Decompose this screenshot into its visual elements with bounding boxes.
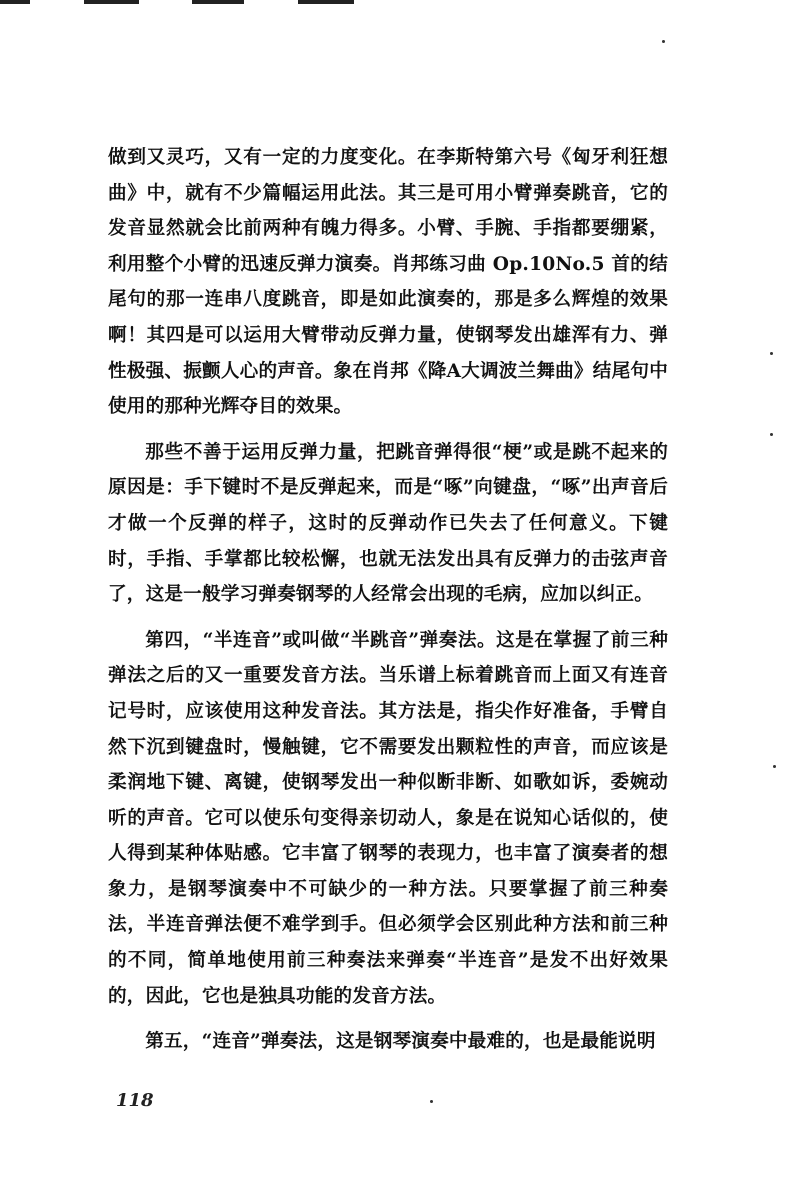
scan-speck [770, 433, 773, 436]
paragraph: 做到又灵巧，又有一定的力度变化。在李斯特第六号《匈牙利狂想曲》中，就有不少篇幅运用此法。其三是可用小臂弹奏跳音，它的发音显然就会比前两种有魄力得多。小臂、手腕、手指都要绷紧，利用整个小臂的迅速反弹力演奏。肖邦练习曲 Op.10No.5 首的结尾句的那一连串八度跳音，即是如此演奏的，那是多么辉煌的效果啊！其四是可以运用大臂带动反弹力量，使钢琴发出雄浑有力、弹性极强、振颤人心的声音。象在肖邦《降A大调波兰舞曲》结尾句中使用的那种光辉夺目的效果。 [108, 147, 668, 418]
scan-edge-mark [84, 0, 139, 4]
scan-speck [773, 765, 776, 768]
scan-speck [430, 1100, 433, 1103]
scan-edge-mark [0, 0, 30, 4]
page-body [108, 140, 668, 1070]
page-number: 118 [116, 1090, 154, 1111]
scan-speck [662, 40, 665, 43]
paragraph: 第五，“连音”弹奏法，这是钢琴演奏中最难的，也是最能说明 [145, 1031, 656, 1053]
scan-edge-mark [192, 0, 244, 4]
paragraph: 第四，“半连音”或叫做“半跳音”弹奏法。这是在掌握了前三种弹法之后的又一重要发音方法。当乐谱上标着跳音而上面又有连音记号时，应该使用这种发音法。其方法是，指尖作好准备，手臂自然下沉到键盘时，慢触键，它不需要发出颗粒性的声音，而应该是柔润地下键、离键，使钢琴发出一种似断非断、如歌如诉，委婉动听的声音。它可以使乐句变得亲切动人，象是在说知心话似的，使人得到某种体贴感。它丰富了钢琴的表现力，也丰富了演奏者的想象力，是钢琴演奏中不可缺少的一种方法。只要掌握了前三种奏法，半连音弹法便不难学到手。但必须学会区别此种方法和前三种的不同，简单地使用前三种奏法来弹奏“半连音”是发不出好效果的，因此，它也是独具功能的发音方法。 [108, 629, 668, 1007]
scan-edge-mark [298, 0, 354, 4]
scan-speck [770, 352, 773, 355]
paragraph: 那些不善于运用反弹力量，把跳音弹得很“梗”或是跳不起来的原因是：手下键时不是反弹起来，而是“啄”向键盘，“啄”出声音后才做一个反弹的样子，这时的反弹动作已失去了任何意义。下键时，手指、手掌都比较松懈，也就无法发出具有反弹力的击弦声音了，这是一般学习弹奏钢琴的人经常会出现的毛病，应加以纠正。 [108, 441, 668, 606]
